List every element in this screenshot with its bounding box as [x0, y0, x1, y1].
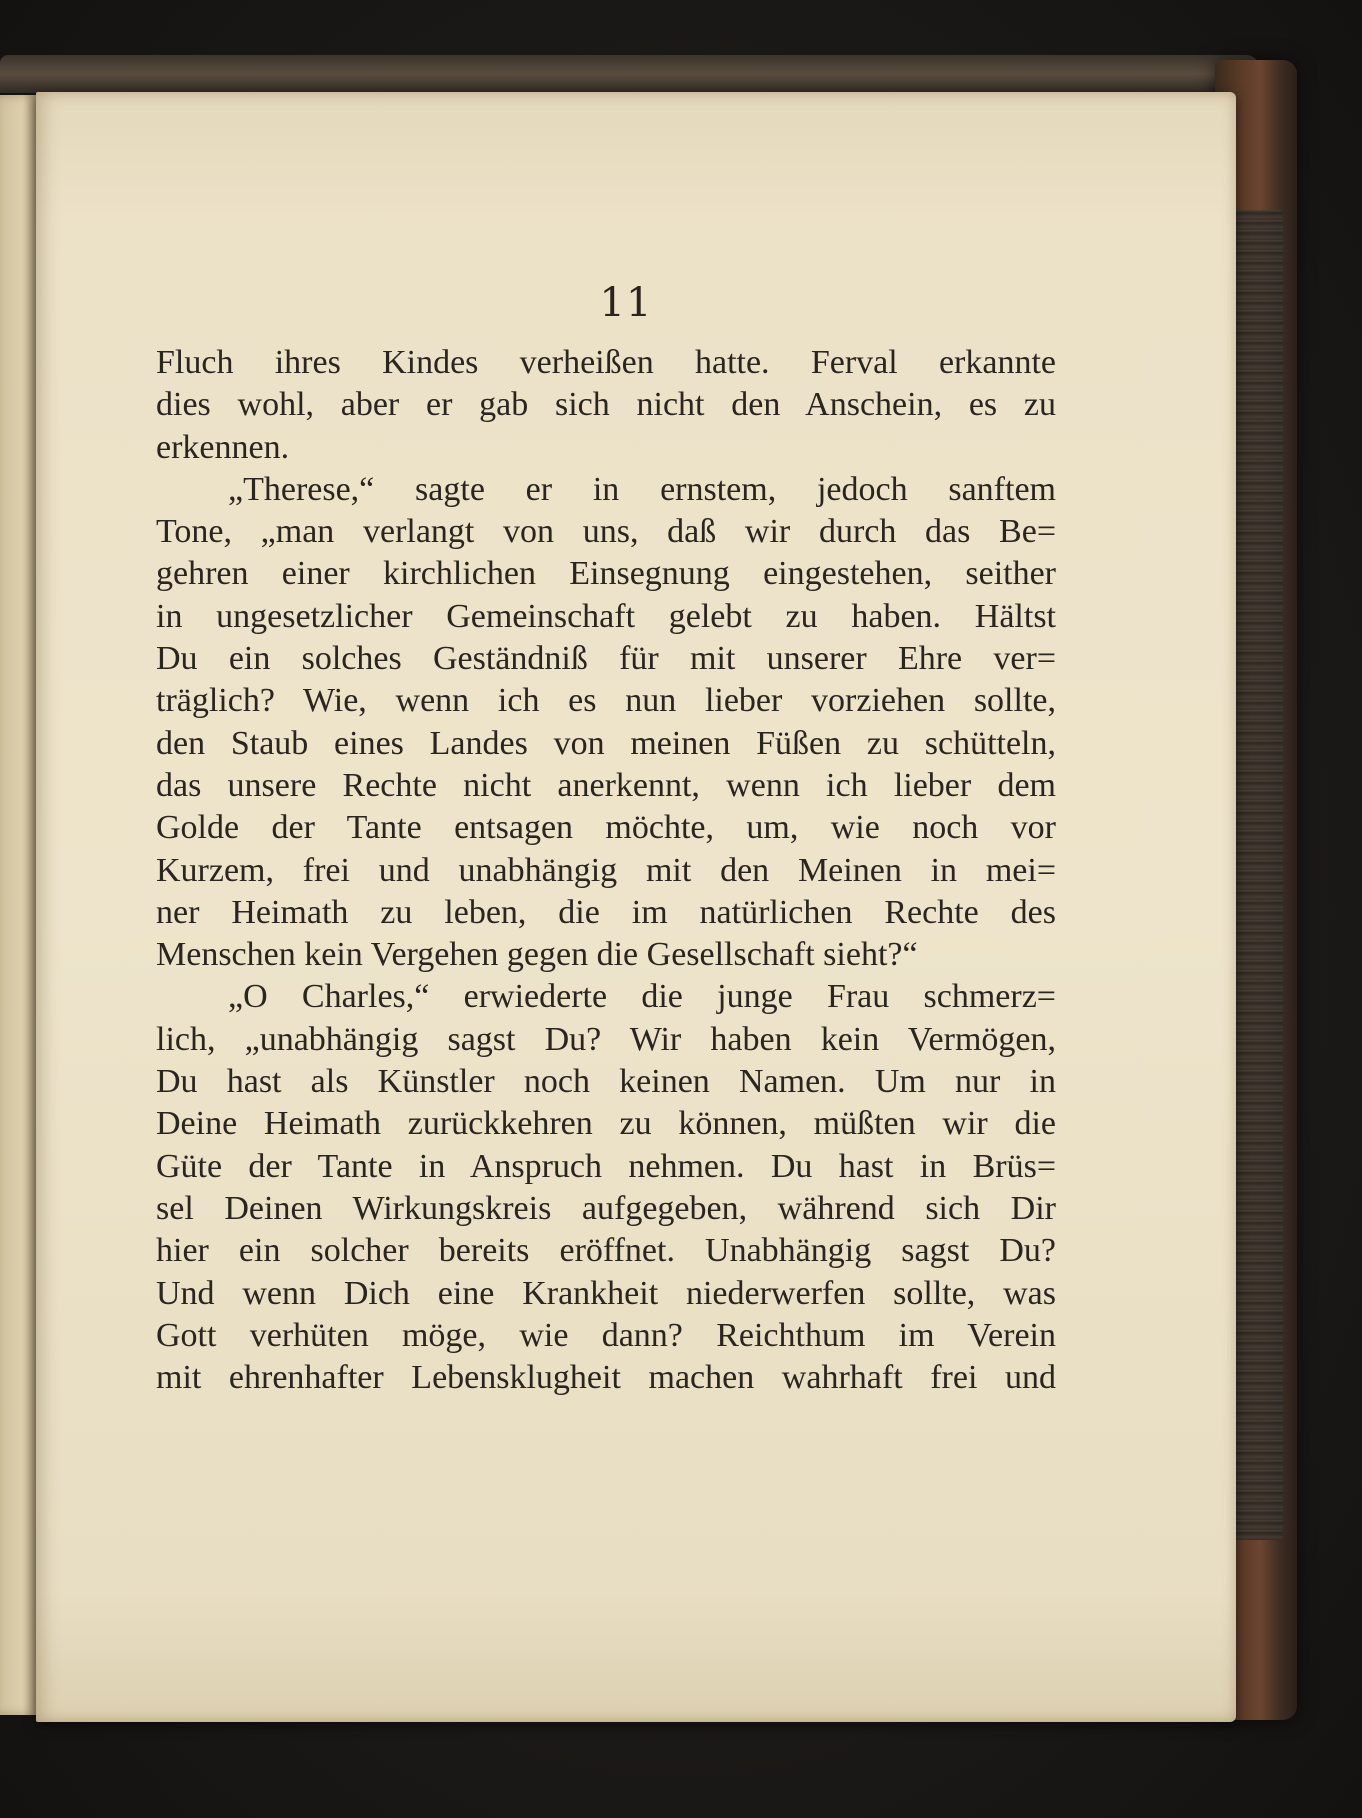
text-line: gehren einer kirchlichen Einsegnung eingestehen, seither	[156, 555, 1056, 593]
text-line: Du ein solches Geständniß für mit unserer Ehre ver=	[156, 640, 1056, 678]
page-number: 11	[599, 280, 653, 326]
text-line: „O Charles,“ erwiederte die junge Frau schmerz=	[228, 978, 1056, 1016]
text-line: mit ehrenhafter Lebensklugheit machen wahrhaft frei und	[156, 1359, 1056, 1397]
text-line: Deine Heimath zurückkehren zu können, müßten wir die	[156, 1105, 1056, 1143]
text-line: erkennen.	[156, 428, 290, 466]
text-line: träglich? Wie, wenn ich es nun lieber vorziehen sollte,	[156, 682, 1056, 720]
text-line: den Staub eines Landes von meinen Füßen zu schütteln,	[156, 724, 1056, 762]
text-line: in ungesetzlicher Gemeinschaft gelebt zu haben. Hältst	[156, 597, 1056, 635]
book-binding-top	[0, 55, 1260, 93]
page-text	[156, 342, 1056, 1399]
text-line: Menschen kein Vergehen gegen die Gesellschaft sieht?“	[156, 936, 918, 974]
facing-page-edge	[0, 95, 38, 1715]
text-line: ner Heimath zu leben, die im natürlichen Rechte des	[156, 893, 1056, 931]
text-line: Kurzem, frei und unabhängig mit den Meinen in mei=	[156, 851, 1056, 889]
text-line: das unsere Rechte nicht anerkennt, wenn ich lieber dem	[156, 766, 1056, 804]
text-line: Gott verhüten möge, wie dann? Reichthum im Verein	[156, 1316, 1056, 1354]
text-line: sel Deinen Wirkungskreis aufgegeben, während sich Dir	[156, 1189, 1056, 1227]
text-line: „Therese,“ sagte er in ernstem, jedoch sanftem	[228, 470, 1056, 508]
text-line: Und wenn Dich eine Krankheit niederwerfen sollte, was	[156, 1274, 1056, 1312]
text-line: Golde der Tante entsagen möchte, um, wie noch vor	[156, 809, 1056, 847]
text-line: lich, „unabhängig sagst Du? Wir haben kein Vermögen,	[156, 1020, 1056, 1058]
text-line: Güte der Tante in Anspruch nehmen. Du hast in Brüs=	[156, 1147, 1056, 1185]
text-line: Fluch ihres Kindes verheißen hatte. Ferval erkannte	[156, 344, 1056, 381]
text-line: dies wohl, aber er gab sich nicht den Anschein, es zu	[156, 386, 1056, 424]
text-line: hier ein solcher bereits eröffnet. Unabhängig sagst Du?	[156, 1232, 1056, 1270]
book-page	[36, 92, 1236, 1722]
text-line: Du hast als Künstler noch keinen Namen. Um nur in	[156, 1063, 1056, 1101]
text-line: Tone, „man verlangt von uns, daß wir durch das Be=	[156, 513, 1056, 551]
